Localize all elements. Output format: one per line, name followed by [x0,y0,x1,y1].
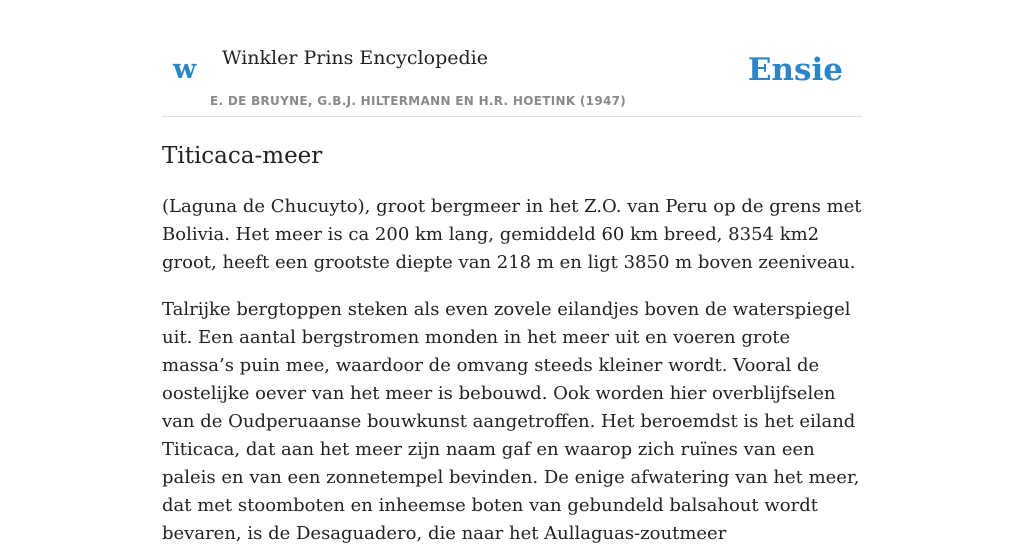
page [162,0,862,548]
article-paragraph-1: (Laguna de Chucuyto), groot bergmeer in het Z.O. van Peru op de grens met Bolivia. Het meer is ca 200 km lang, gemiddeld 60 km breed, 8354 km2 groot, heeft een grootste diepte van 218 m en ligt 3850 m boven zeeniveau. [162,196,862,273]
header [162,0,862,117]
authors-line: E. DE BRUYNE, G.B.J. HILTERMANN EN H.R. HOETINK (1947) [210,94,627,108]
article-paragraph-2: Talrijke bergtoppen steken als even zovele eilandjes boven de waterspiegel uit. Een aantal bergstromen monden in het meer uit en voeren grote massa’s puin mee, waardoor de omvang steeds kleiner wordt. Vooral de oostelijke oever van het meer is bebouwd. Ook worden hier overblijfselen van de Oudperuaanse bouwkunst aangetroffen. Het beroemdst is het eiland Titicaca, dat aan het meer zijn naam gaf en waarop zich ruïnes van een paleis en van een zonnetempel bevinden. De enige afwatering van het meer, dat met stoomboten en inheemse boten van gebundeld balsahout wordt bevaren, is de Desaguadero, die naar het Aullaguas-zoutmeer [162,299,860,544]
book-title[interactable]: Winkler Prins Encyclopedie [222,47,488,69]
ensie-logo[interactable]: Ensie [747,52,843,88]
article-title: Titicaca-meer [162,143,323,169]
winkler-prins-logo[interactable]: w [173,54,197,85]
